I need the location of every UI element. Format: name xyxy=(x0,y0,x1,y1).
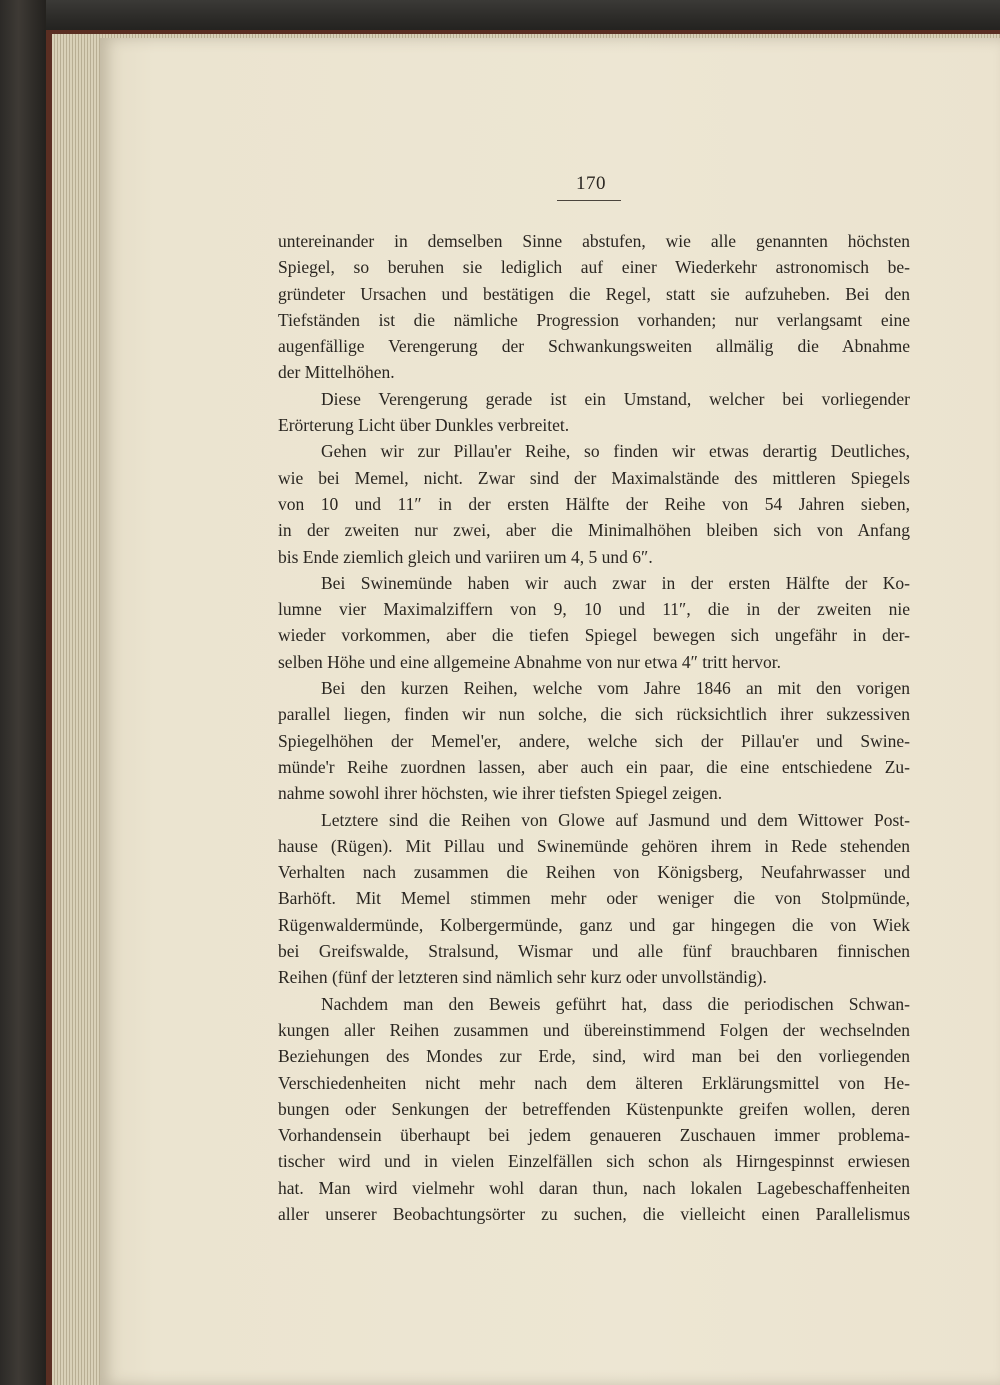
book-spine xyxy=(0,0,46,1385)
text-line: hause (Rügen). Mit Pillau und Swinemünde gehören ihrem in Rede stehenden xyxy=(278,835,910,856)
text-line: bungen oder Senkungen der betreffenden Küstenpunkte greifen wollen, deren xyxy=(278,1098,910,1119)
text-line: Erörterung Licht über Dunkles verbreitet. xyxy=(278,415,570,436)
text-line: kungen aller Reihen zusammen und übereinstimmend Folgen der wechselnden xyxy=(278,1019,910,1040)
text-line: untereinander in demselben Sinne abstufen, wie alle genannten höchsten xyxy=(278,231,910,251)
text-line: Bei Swinemünde haben wir auch zwar in der ersten Hälfte der Ko- xyxy=(321,572,910,593)
text-line: hat. Man wird vielmehr wohl daran thun, nach lokalen Lagebeschaffenheiten xyxy=(278,1177,910,1198)
text-line: Spiegelhöhen der Memel'er, andere, welche sich der Pillau'er und Swine- xyxy=(278,730,910,751)
text-line: münde'r Reihe zuordnen lassen, aber auch ein paar, die eine entschiedene Zu- xyxy=(278,756,910,777)
text-line: aller unserer Beobachtungsörter zu suchen, die vielleicht einen Parallelismus xyxy=(278,1203,910,1224)
text-line: tischer wird und in vielen Einzelfällen sich schon als Hirngespinnst erwiesen xyxy=(278,1151,910,1172)
text-line: Gehen wir zur Pillau'er Reihe, so finden wir etwas derartig Deutliches, xyxy=(321,441,910,462)
text-line: Spiegel, so beruhen sie lediglich auf einer Wiederkehr astronomisch be- xyxy=(278,257,910,278)
text-line: bis Ende ziemlich gleich und variiren um 4, 5 und 6″. xyxy=(278,546,653,567)
text-line: Verhalten nach zusammen die Reihen von Königsberg, Neufahrwasser und xyxy=(278,862,910,883)
text-line: Vorhandensein überhaupt bei jedem genaueren Zuschauen immer problema- xyxy=(278,1125,910,1146)
text-line: nahme sowohl ihrer höchsten, wie ihrer tiefsten Spiegel zeigen. xyxy=(278,783,723,804)
text-line: parallel liegen, finden wir nun solche, die sich rücksichtlich ihrer sukzessiven xyxy=(278,704,910,725)
page-number: 170 xyxy=(576,173,606,194)
text-line: augenfällige Verengerung der Schwankungsweiten allmälig die Abnahme xyxy=(278,336,910,357)
text-line: in der zweiten nur zwei, aber die Minimalhöhen bleiben sich von Anfang xyxy=(278,520,910,541)
text-line: wie bei Memel, nicht. Zwar sind der Maximalstände des mittleren Spiegels xyxy=(278,467,910,488)
body-text xyxy=(278,228,910,1227)
text-line: Letztere sind die Reihen von Glowe auf Jasmund und dem Wittower Post- xyxy=(321,809,910,830)
text-line: Reihen (fünf der letzteren sind nämlich sehr kurz oder unvollständig). xyxy=(278,967,767,988)
text-line: gründeter Ursachen und bestätigen die Regel, statt sie aufzuheben. Bei den xyxy=(278,283,910,304)
text-line: Verschiedenheiten nicht mehr nach dem älteren Erklärungsmittel von He- xyxy=(278,1072,910,1093)
text-line: selben Höhe und eine allgemeine Abnahme von nur etwa 4″ tritt hervor. xyxy=(278,651,781,672)
text-line: Beziehungen des Mondes zur Erde, sind, wird man bei den vorliegenden xyxy=(278,1046,910,1067)
text-line: von 10 und 11″ in der ersten Hälfte der Reihe von 54 Jahren sieben, xyxy=(278,493,910,514)
page-number-rule xyxy=(557,200,621,201)
text-line: lumne vier Maximalziffern von 9, 10 und 11″, die in der zweiten nie xyxy=(278,599,910,620)
text-line: Tiefständen ist die nämliche Progression vorhanden; nur verlangsamt eine xyxy=(278,309,910,330)
text-line: Rügenwaldermünde, Kolbergermünde, ganz und gar hingegen die von Wiek xyxy=(278,914,910,935)
text-line: Barhöft. Mit Memel stimmen mehr oder weniger die von Stolpmünde, xyxy=(278,888,910,909)
text-line: der Mittelhöhen. xyxy=(278,362,395,383)
text-line: Bei den kurzen Reihen, welche vom Jahre 1846 an mit den vorigen xyxy=(321,678,910,699)
text-line: Nachdem man den Beweis geführt hat, dass die periodischen Schwan- xyxy=(321,993,910,1014)
text-line: wieder vorkommen, aber die tiefen Spiegel bewegen sich ungefähr in der- xyxy=(278,625,910,646)
text-line: Diese Verengerung gerade ist ein Umstand, welcher bei vorliegender xyxy=(321,388,910,409)
text-line: bei Greifswalde, Stralsund, Wismar und alle fünf brauchbaren finnischen xyxy=(278,941,910,962)
